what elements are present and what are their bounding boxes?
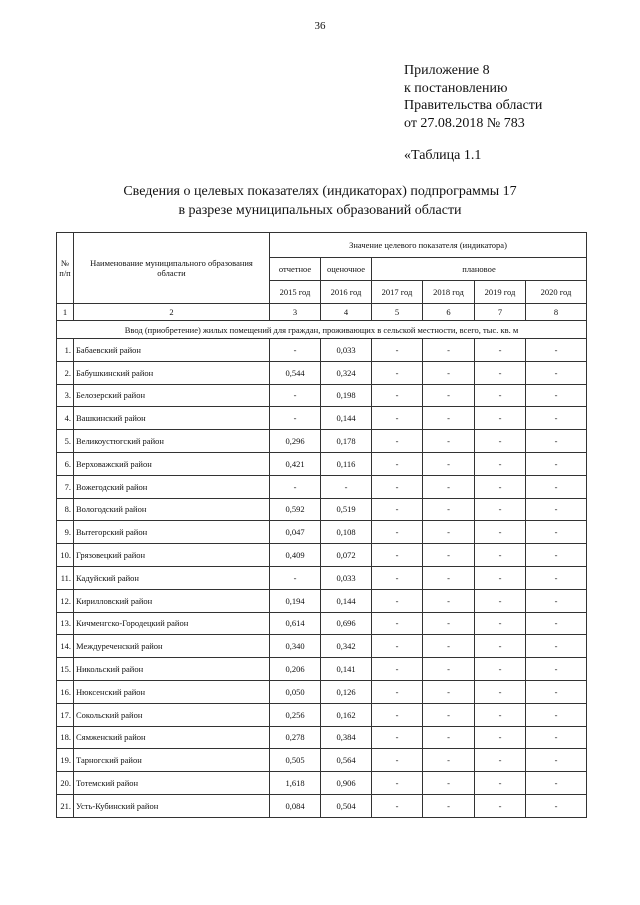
value-cell-v2019: - <box>475 452 526 475</box>
table-row <box>57 475 587 498</box>
value-cell-v2017: - <box>372 361 423 384</box>
table-row <box>57 794 587 817</box>
row-number: 13. <box>57 612 74 635</box>
header-num: № п/п <box>57 233 74 304</box>
value-cell-v2016: 0,198 <box>321 384 372 407</box>
value-cell-v2017: - <box>372 680 423 703</box>
value-cell-v2017: - <box>372 521 423 544</box>
table-row <box>57 384 587 407</box>
table-row <box>57 680 587 703</box>
value-cell-v2019: - <box>475 361 526 384</box>
value-cell-v2018: - <box>423 612 475 635</box>
table-row <box>57 589 587 612</box>
row-number: 8. <box>57 498 74 521</box>
value-cell-v2015: - <box>270 384 321 407</box>
title-line-2: в разрезе муниципальных образований области <box>178 203 462 218</box>
region-name: Кичменгско-Городецкий район <box>74 612 270 635</box>
value-cell-v2019: - <box>475 772 526 795</box>
value-cell-v2020: - <box>526 635 587 658</box>
indicators-table <box>56 232 587 818</box>
value-cell-v2018: - <box>423 589 475 612</box>
row-number: 18. <box>57 726 74 749</box>
appendix-line-2: к постановлению <box>404 80 508 96</box>
value-cell-v2019: - <box>475 521 526 544</box>
value-cell-v2020: - <box>526 703 587 726</box>
value-cell-v2019: - <box>475 635 526 658</box>
value-cell-v2015: 0,340 <box>270 635 321 658</box>
header-planned: плановое <box>372 258 587 281</box>
value-cell-v2020: - <box>526 544 587 567</box>
value-cell-v2015: - <box>270 407 321 430</box>
value-cell-v2016: 0,126 <box>321 680 372 703</box>
table-label: «Таблица 1.1 <box>404 148 482 163</box>
header-year: 2017 год <box>372 281 423 304</box>
table-row <box>57 521 587 544</box>
value-cell-v2016: 0,033 <box>321 339 372 362</box>
table-row <box>57 566 587 589</box>
value-cell-v2018: - <box>423 430 475 453</box>
row-number: 4. <box>57 407 74 430</box>
value-cell-v2015: 0,256 <box>270 703 321 726</box>
value-cell-v2016: 0,342 <box>321 635 372 658</box>
row-number: 9. <box>57 521 74 544</box>
column-number: 7 <box>475 304 526 321</box>
value-cell-v2016: 0,141 <box>321 658 372 681</box>
column-number: 3 <box>270 304 321 321</box>
value-cell-v2017: - <box>372 658 423 681</box>
value-cell-v2018: - <box>423 407 475 430</box>
row-number: 7. <box>57 475 74 498</box>
value-cell-v2015: 0,194 <box>270 589 321 612</box>
value-cell-v2017: - <box>372 544 423 567</box>
value-cell-v2020: - <box>526 726 587 749</box>
table-row <box>57 749 587 772</box>
table-row <box>57 452 587 475</box>
region-name: Вожегодский район <box>74 475 270 498</box>
value-cell-v2020: - <box>526 589 587 612</box>
value-cell-v2019: - <box>475 794 526 817</box>
value-cell-v2020: - <box>526 794 587 817</box>
header-year: 2015 год <box>270 281 321 304</box>
table-row <box>57 498 587 521</box>
region-name: Тотемский район <box>74 772 270 795</box>
row-number: 2. <box>57 361 74 384</box>
value-cell-v2018: - <box>423 703 475 726</box>
row-number: 21. <box>57 794 74 817</box>
value-cell-v2018: - <box>423 635 475 658</box>
value-cell-v2019: - <box>475 658 526 681</box>
table-row <box>57 703 587 726</box>
row-number: 14. <box>57 635 74 658</box>
region-name: Сямженский район <box>74 726 270 749</box>
region-name: Междуреченский район <box>74 635 270 658</box>
page-number: 36 <box>314 20 326 32</box>
value-cell-v2017: - <box>372 772 423 795</box>
value-cell-v2020: - <box>526 430 587 453</box>
header-year: 2019 год <box>475 281 526 304</box>
value-cell-v2015: 0,047 <box>270 521 321 544</box>
value-cell-v2016: 0,144 <box>321 407 372 430</box>
value-cell-v2017: - <box>372 703 423 726</box>
region-name: Грязовецкий район <box>74 544 270 567</box>
value-cell-v2016: 0,564 <box>321 749 372 772</box>
value-cell-v2015: 0,084 <box>270 794 321 817</box>
value-cell-v2017: - <box>372 566 423 589</box>
value-cell-v2020: - <box>526 612 587 635</box>
value-cell-v2019: - <box>475 612 526 635</box>
header-estimated: оценочное <box>321 258 372 281</box>
region-name: Верховажский район <box>74 452 270 475</box>
value-cell-v2016: - <box>321 475 372 498</box>
title-line-1: Сведения о целевых показателях (индикаторах) подпрограммы 17 <box>123 184 517 199</box>
value-cell-v2018: - <box>423 726 475 749</box>
value-cell-v2018: - <box>423 544 475 567</box>
value-cell-v2017: - <box>372 452 423 475</box>
value-cell-v2019: - <box>475 498 526 521</box>
appendix-line-3: Правительства области <box>404 98 543 113</box>
table-row <box>57 361 587 384</box>
value-cell-v2020: - <box>526 658 587 681</box>
value-cell-v2020: - <box>526 749 587 772</box>
value-cell-v2019: - <box>475 749 526 772</box>
region-name: Кадуйский район <box>74 566 270 589</box>
value-cell-v2018: - <box>423 361 475 384</box>
value-cell-v2015: 0,050 <box>270 680 321 703</box>
value-cell-v2018: - <box>423 384 475 407</box>
value-cell-v2015: 0,296 <box>270 430 321 453</box>
value-cell-v2016: 0,116 <box>321 452 372 475</box>
value-cell-v2017: - <box>372 726 423 749</box>
region-name: Великоустюгский район <box>74 430 270 453</box>
value-cell-v2017: - <box>372 612 423 635</box>
column-number: 4 <box>321 304 372 321</box>
row-number: 19. <box>57 749 74 772</box>
header-name: Наименование муниципального образования области <box>74 233 270 304</box>
region-name: Бабушкинский район <box>74 361 270 384</box>
value-cell-v2016: 0,519 <box>321 498 372 521</box>
value-cell-v2018: - <box>423 772 475 795</box>
document-title <box>60 182 580 220</box>
value-cell-v2016: 0,324 <box>321 361 372 384</box>
value-cell-v2019: - <box>475 589 526 612</box>
row-number: 11. <box>57 566 74 589</box>
appendix-line-1: Приложение 8 <box>404 63 490 78</box>
value-cell-v2019: - <box>475 475 526 498</box>
table-row <box>57 339 587 362</box>
region-name: Усть-Кубинский район <box>74 794 270 817</box>
value-cell-v2018: - <box>423 658 475 681</box>
value-cell-v2018: - <box>423 339 475 362</box>
value-cell-v2017: - <box>372 407 423 430</box>
row-number: 15. <box>57 658 74 681</box>
value-cell-v2015: - <box>270 475 321 498</box>
value-cell-v2020: - <box>526 521 587 544</box>
value-cell-v2018: - <box>423 521 475 544</box>
row-number: 10. <box>57 544 74 567</box>
table-row <box>57 658 587 681</box>
value-cell-v2020: - <box>526 361 587 384</box>
value-cell-v2018: - <box>423 452 475 475</box>
value-cell-v2020: - <box>526 772 587 795</box>
value-cell-v2016: 0,072 <box>321 544 372 567</box>
value-cell-v2017: - <box>372 749 423 772</box>
row-number: 12. <box>57 589 74 612</box>
column-number: 1 <box>57 304 74 321</box>
header-reported: отчетное <box>270 258 321 281</box>
value-cell-v2016: 0,144 <box>321 589 372 612</box>
value-cell-v2015: 0,278 <box>270 726 321 749</box>
value-cell-v2020: - <box>526 475 587 498</box>
value-cell-v2017: - <box>372 498 423 521</box>
value-cell-v2015: - <box>270 566 321 589</box>
value-cell-v2015: 0,614 <box>270 612 321 635</box>
header-value-group: Значение целевого показателя (индикатора) <box>270 233 587 258</box>
value-cell-v2019: - <box>475 680 526 703</box>
column-number: 8 <box>526 304 587 321</box>
value-cell-v2018: - <box>423 475 475 498</box>
section-heading: Ввод (приобретение) жилых помещений для граждан, проживающих в сельской местности, всего, тыс. кв. м <box>57 321 587 339</box>
appendix-line-4: от 27.08.2018 № 783 <box>404 115 525 131</box>
region-name: Нюксенский район <box>74 680 270 703</box>
table-row <box>57 635 587 658</box>
table-row <box>57 772 587 795</box>
region-name: Вытегорский район <box>74 521 270 544</box>
value-cell-v2018: - <box>423 566 475 589</box>
column-number: 2 <box>74 304 270 321</box>
value-cell-v2015: 1,618 <box>270 772 321 795</box>
row-number: 17. <box>57 703 74 726</box>
value-cell-v2015: 0,421 <box>270 452 321 475</box>
value-cell-v2019: - <box>475 430 526 453</box>
value-cell-v2020: - <box>526 452 587 475</box>
row-number: 16. <box>57 680 74 703</box>
value-cell-v2019: - <box>475 407 526 430</box>
value-cell-v2015: 0,505 <box>270 749 321 772</box>
row-number: 1. <box>57 339 74 362</box>
value-cell-v2016: 0,504 <box>321 794 372 817</box>
region-name: Бабаевский район <box>74 339 270 362</box>
value-cell-v2019: - <box>475 566 526 589</box>
value-cell-v2016: 0,696 <box>321 612 372 635</box>
column-number: 5 <box>372 304 423 321</box>
value-cell-v2020: - <box>526 566 587 589</box>
value-cell-v2018: - <box>423 749 475 772</box>
table-row <box>57 726 587 749</box>
value-cell-v2020: - <box>526 680 587 703</box>
value-cell-v2016: 0,906 <box>321 772 372 795</box>
value-cell-v2016: 0,178 <box>321 430 372 453</box>
value-cell-v2018: - <box>423 498 475 521</box>
value-cell-v2015: 0,206 <box>270 658 321 681</box>
value-cell-v2015: 0,544 <box>270 361 321 384</box>
header-year: 2018 год <box>423 281 475 304</box>
value-cell-v2017: - <box>372 430 423 453</box>
value-cell-v2017: - <box>372 589 423 612</box>
region-name: Белозерский район <box>74 384 270 407</box>
value-cell-v2016: 0,162 <box>321 703 372 726</box>
value-cell-v2018: - <box>423 794 475 817</box>
value-cell-v2017: - <box>372 794 423 817</box>
region-name: Вашкинский район <box>74 407 270 430</box>
region-name: Сокольский район <box>74 703 270 726</box>
value-cell-v2017: - <box>372 339 423 362</box>
row-number: 3. <box>57 384 74 407</box>
value-cell-v2020: - <box>526 407 587 430</box>
row-number: 20. <box>57 772 74 795</box>
table-row <box>57 612 587 635</box>
value-cell-v2020: - <box>526 384 587 407</box>
value-cell-v2019: - <box>475 726 526 749</box>
region-name: Кирилловский район <box>74 589 270 612</box>
value-cell-v2019: - <box>475 703 526 726</box>
table-row <box>57 430 587 453</box>
value-cell-v2017: - <box>372 635 423 658</box>
value-cell-v2015: 0,592 <box>270 498 321 521</box>
row-number: 5. <box>57 430 74 453</box>
table-row <box>57 544 587 567</box>
value-cell-v2016: 0,108 <box>321 521 372 544</box>
value-cell-v2018: - <box>423 680 475 703</box>
header-year: 2016 год <box>321 281 372 304</box>
value-cell-v2017: - <box>372 384 423 407</box>
column-number: 6 <box>423 304 475 321</box>
value-cell-v2020: - <box>526 339 587 362</box>
appendix-block <box>404 62 542 132</box>
region-name: Никольский район <box>74 658 270 681</box>
value-cell-v2019: - <box>475 384 526 407</box>
header-year: 2020 год <box>526 281 587 304</box>
table-row <box>57 407 587 430</box>
value-cell-v2017: - <box>372 475 423 498</box>
value-cell-v2015: - <box>270 339 321 362</box>
value-cell-v2016: 0,384 <box>321 726 372 749</box>
value-cell-v2019: - <box>475 339 526 362</box>
value-cell-v2019: - <box>475 544 526 567</box>
row-number: 6. <box>57 452 74 475</box>
value-cell-v2016: 0,033 <box>321 566 372 589</box>
region-name: Вологодский район <box>74 498 270 521</box>
value-cell-v2015: 0,409 <box>270 544 321 567</box>
region-name: Тарногский район <box>74 749 270 772</box>
value-cell-v2020: - <box>526 498 587 521</box>
